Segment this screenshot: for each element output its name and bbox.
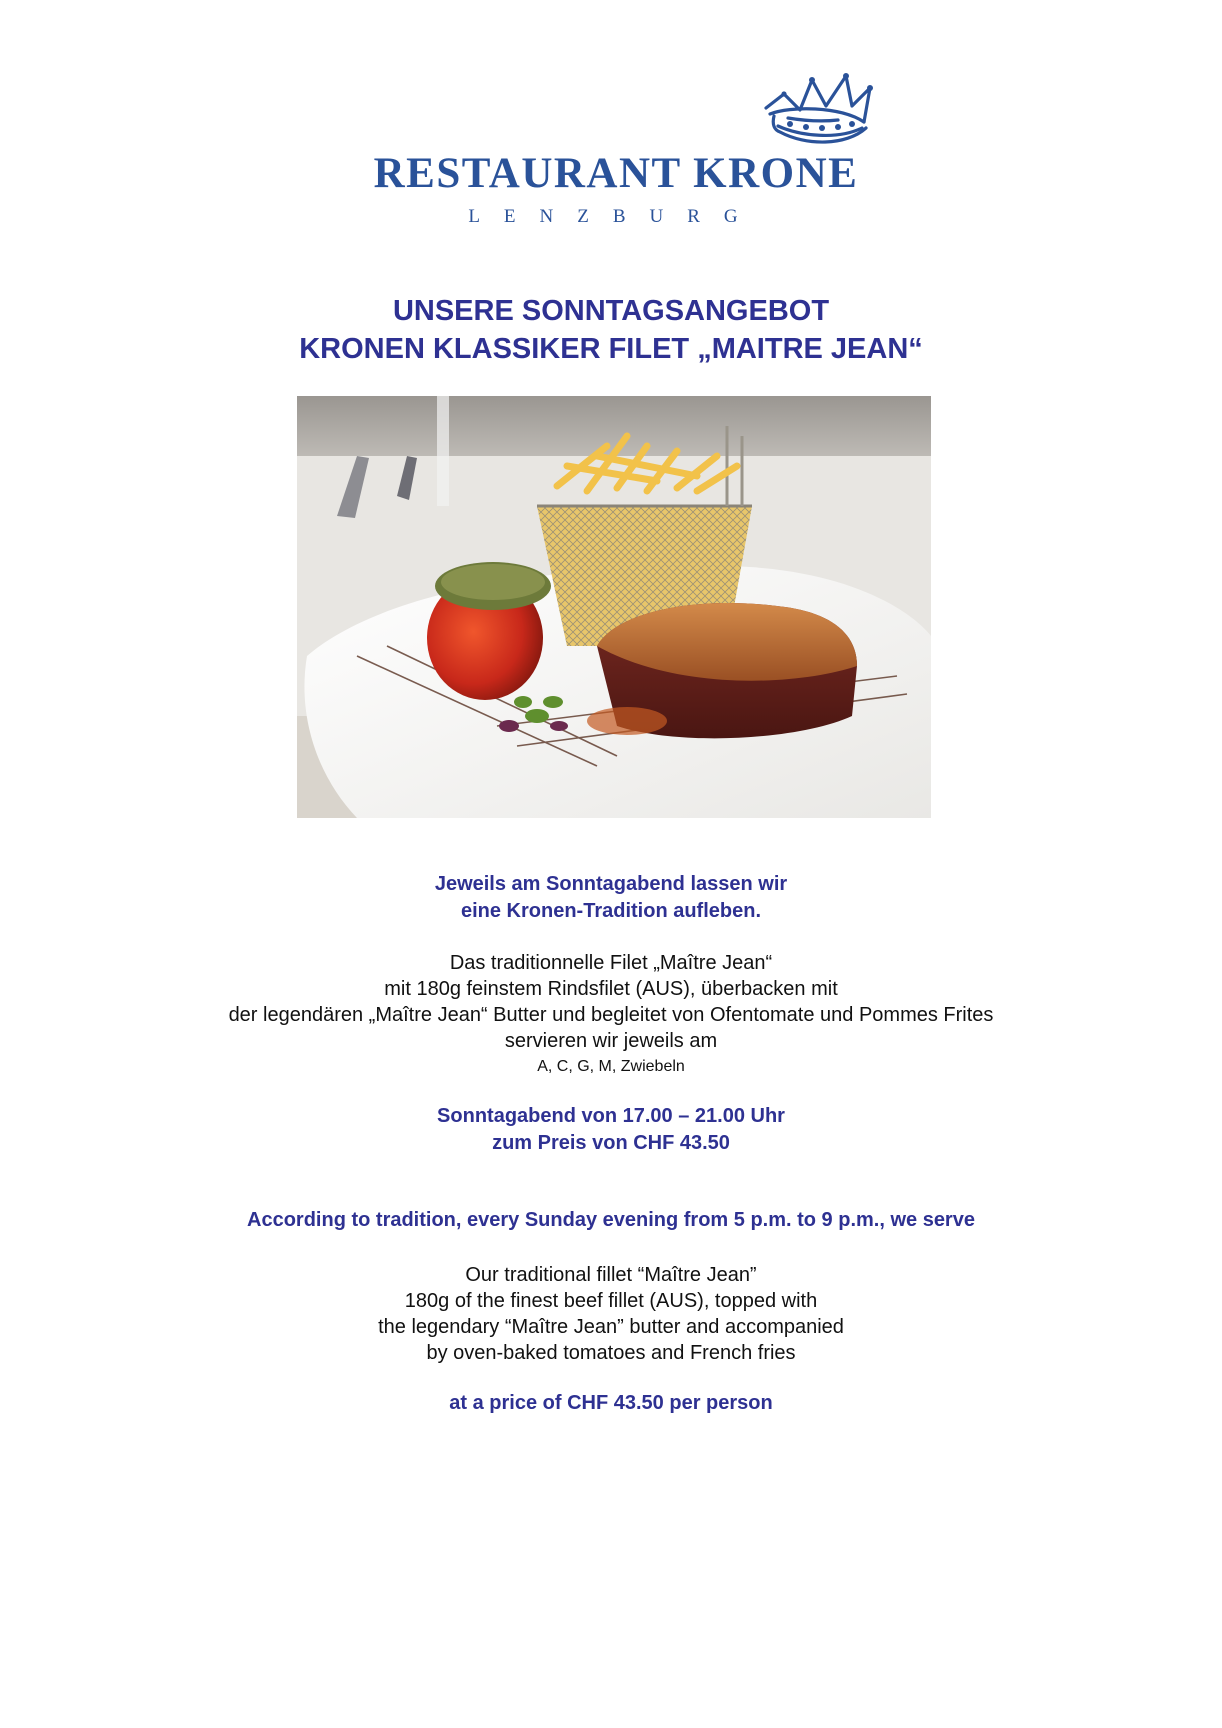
german-intro-line-2: eine Kronen-Tradition aufleben. bbox=[460, 900, 762, 922]
english-desc-line-3: the legendary “Maître Jean” butter and accompanied bbox=[378, 1316, 844, 1338]
german-price: zum Preis von CHF 43.50 bbox=[492, 1132, 730, 1154]
german-intro bbox=[0, 871, 1222, 925]
german-time: Sonntagabend von 17.00 – 21.00 Uhr bbox=[437, 1105, 785, 1127]
english-desc-line-2: 180g of the finest beef fillet (AUS), topped with bbox=[404, 1290, 818, 1312]
english-desc-line-4: by oven-baked tomatoes and French fries bbox=[426, 1342, 796, 1364]
page-title bbox=[0, 292, 1222, 368]
title-line-1: UNSERE SONNTAGSANGEBOT bbox=[392, 295, 830, 327]
english-description bbox=[0, 1262, 1222, 1366]
restaurant-city: LENZBURG bbox=[468, 206, 762, 227]
german-intro-line-1: Jeweils am Sonntagabend lassen wir bbox=[434, 873, 788, 895]
german-desc-line-1: Das traditionnelle Filet „Maître Jean“ bbox=[449, 952, 773, 974]
german-description bbox=[0, 950, 1222, 1054]
title-line-2: KRONEN KLASSIKER FILET „MAITRE JEAN“ bbox=[299, 333, 923, 365]
english-desc-line-1: Our traditional fillet “Maître Jean” bbox=[465, 1264, 757, 1286]
crown-icon bbox=[760, 66, 876, 148]
english-price: at a price of CHF 43.50 per person bbox=[449, 1392, 773, 1414]
allergens: A, C, G, M, Zwiebeln bbox=[537, 1058, 685, 1075]
german-time-price bbox=[0, 1103, 1222, 1157]
english-intro: According to tradition, every Sunday evening from 5 p.m. to 9 p.m., we serve bbox=[247, 1209, 975, 1231]
german-desc-line-2: mit 180g feinstem Rindsfilet (AUS), überbacken mit bbox=[384, 978, 838, 1000]
dish-photo bbox=[297, 396, 931, 818]
restaurant-name: RESTAURANT KRONE bbox=[373, 150, 859, 197]
german-desc-line-3: der legendären „Maître Jean“ Butter und begleitet von Ofentomate und Pommes Frites bbox=[228, 1004, 994, 1026]
german-desc-line-4: servieren wir jeweils am bbox=[504, 1030, 718, 1052]
